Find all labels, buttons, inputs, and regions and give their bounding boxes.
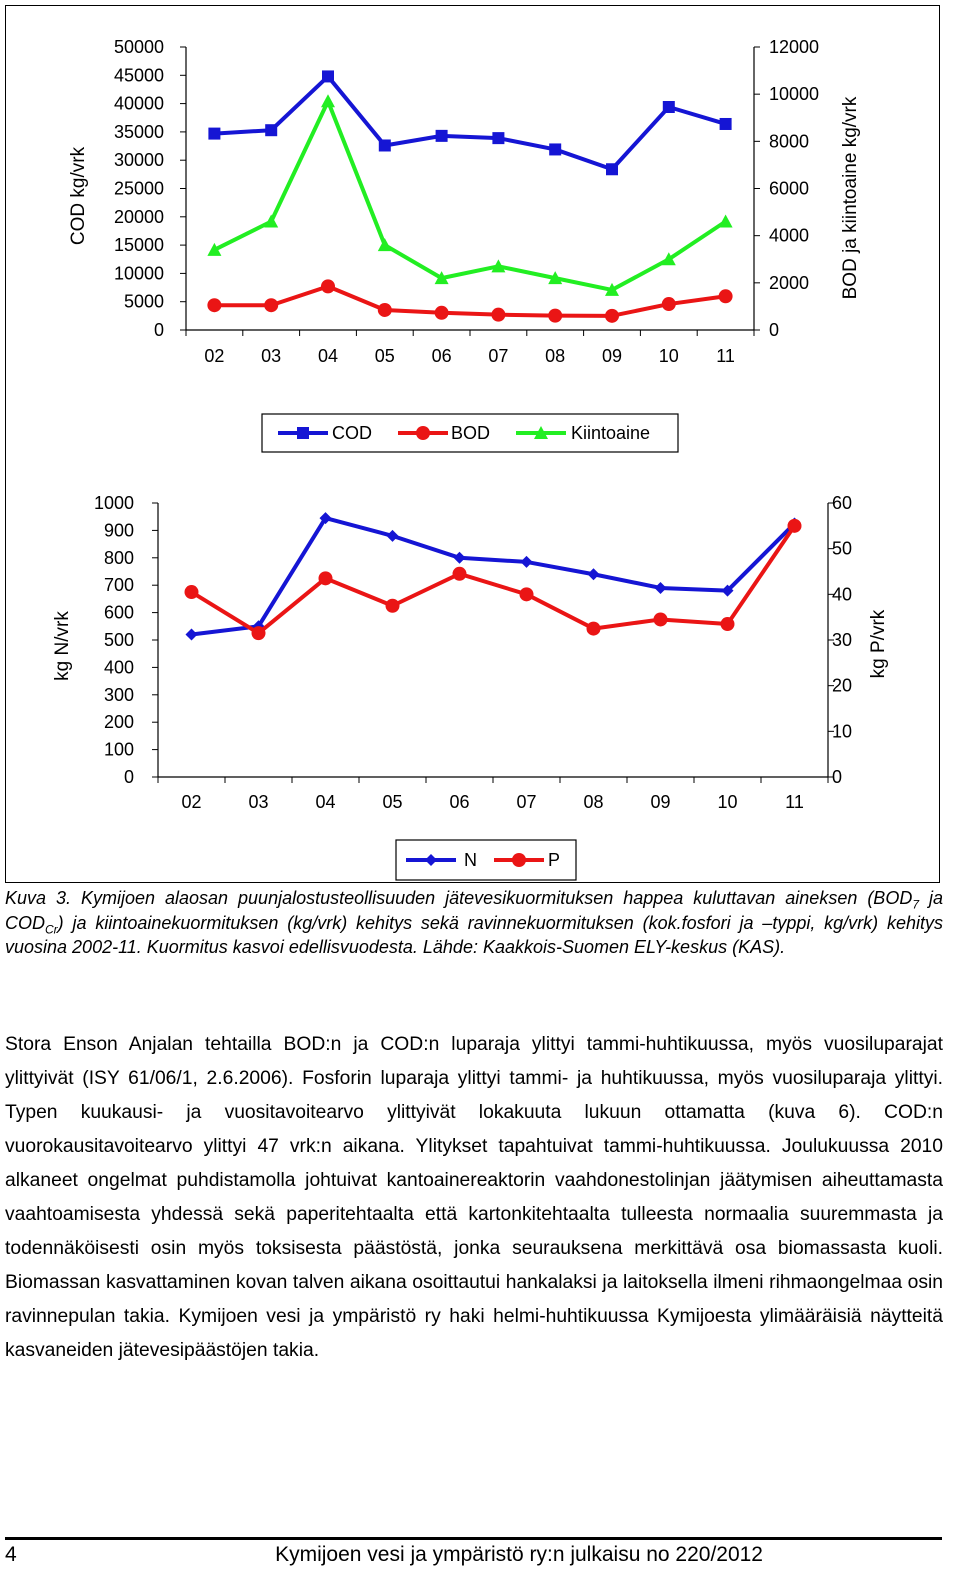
data-point-kiintoaine	[719, 215, 733, 228]
caption-sub-cod: Cr	[45, 922, 58, 937]
figure-frame	[5, 5, 940, 883]
series-line-p	[192, 526, 795, 633]
data-point-cod	[549, 143, 561, 155]
y-tick-label-left: 35000	[113, 121, 164, 142]
data-point-p	[386, 599, 400, 613]
data-point-cod	[606, 163, 618, 175]
y-tick-label-right: 6000	[769, 178, 810, 199]
data-point-n	[521, 556, 533, 568]
y-axis-title: COD kg/vrk	[68, 146, 89, 246]
x-tick-label: 10	[658, 346, 679, 366]
y-tick-label-left: 0	[153, 320, 164, 340]
x-tick-label: 06	[431, 346, 452, 366]
x-tick-label: 03	[261, 346, 282, 366]
y-tick-label-left: 30000	[113, 150, 164, 171]
x-tick-label: 02	[181, 792, 202, 812]
caption-mid: ja COD	[5, 888, 943, 933]
data-point-n	[186, 629, 198, 641]
x-tick-label: 02	[204, 346, 225, 366]
data-point-bod	[264, 298, 278, 312]
data-point-cod	[265, 124, 277, 136]
data-point-kiintoaine	[378, 238, 392, 251]
caption-lead: Kuva 3. Kymijoen alaosan puunjalostusteollisuuden jätevesikuormituksen happea kuluttavan aineksen (BOD	[5, 888, 913, 908]
y2-axis-title: kg P/vrk	[868, 609, 889, 679]
y-tick-label-right: 2000	[769, 272, 810, 293]
figure-caption	[5, 886, 943, 960]
y-tick-label-left: 200	[103, 712, 134, 733]
y-tick-label-right: 20	[832, 675, 853, 696]
data-point-p	[185, 585, 199, 599]
y-tick-label-left: 20000	[113, 206, 164, 227]
y-tick-label-left: 15000	[113, 235, 164, 256]
y-tick-label-left: 10000	[113, 263, 164, 284]
legend-marker-bod	[416, 426, 430, 440]
data-point-p	[319, 571, 333, 585]
data-point-p	[721, 617, 735, 631]
data-point-p	[453, 567, 467, 581]
charts-svg	[6, 6, 941, 884]
legend-label-cod: COD	[332, 423, 372, 443]
y-tick-label-right: 0	[832, 767, 843, 787]
legend-marker-p	[512, 853, 526, 867]
x-tick-label: 09	[650, 792, 671, 812]
x-tick-label: 04	[315, 792, 336, 812]
data-point-n	[454, 552, 466, 564]
x-tick-label: 07	[488, 346, 509, 366]
y-tick-label-right: 10	[832, 721, 853, 742]
data-point-p	[252, 626, 266, 640]
data-point-bod	[207, 298, 221, 312]
y-tick-label-right: 8000	[769, 131, 810, 152]
y-tick-label-left: 700	[103, 575, 134, 596]
legend-marker-cod	[297, 427, 309, 439]
data-point-bod	[662, 297, 676, 311]
y-tick-label-right: 12000	[769, 37, 820, 57]
x-tick-label: 08	[583, 792, 604, 812]
legend-label-kiintoaine: Kiintoaine	[571, 423, 651, 443]
body-paragraph: Stora Enson Anjalan tehtailla BOD:n ja COD:n luparaja ylittyi tammi-huhtikuussa, myös vuosiluparajat ylittyivät (ISY 61/06/1, 2.6.2006). Fosforin luparaja ylittyi tammi- ja huhtikuussa, myös vuosiluparaja ylittyi. Typen kuukausi- ja vuositavoitearvo ylittyivät lokakuuta lukuun ottamatta (kuva 6). COD:n vuorokausitavoitearvo ylittyi 47 vrk:n aikana. Ylitykset tapahtuivat tammi-huhtikuussa. Joulukuussa 2010 alkaneet ongelmat puhdistamolla johtuivat kantoainereaktorin vaahdonestolinjan jäätymisen aiheuttamasta vaahtoamisesta yhdessä sekä paperitehtaalta että kartonkitehtaalta tulleesta normaalia suuremmasta ja todennäköisesti osin myös toksisesta päästöstä, jonka seurauksena merkittävä osa biomassasta kuoli. Biomassan kasvattaminen kovan talven aikana osoittautui hankalaksi ja laitoksella ilmeni rihmaongelmaa osin ravinnepulan takia. Kymijoen vesi ja ympäristö ry haki helmi-huhtikuussa Kymijoesta ylimääräisiä näytteitä kasvaneiden jätevesipäästöjen takia.	[5, 1034, 943, 1361]
y-tick-label-right: 40	[832, 584, 853, 605]
data-point-cod	[379, 139, 391, 151]
x-tick-label: 05	[382, 792, 403, 812]
y2-axis-title: BOD ja kiintoaine kg/vrk	[840, 96, 861, 300]
x-tick-label: 10	[717, 792, 738, 812]
data-point-cod	[436, 130, 448, 142]
data-point-p	[520, 587, 534, 601]
y-tick-label-left: 100	[103, 739, 134, 760]
y-tick-label-left: 300	[103, 684, 134, 705]
page-number: 4	[5, 1543, 17, 1566]
y-axis-title: kg N/vrk	[52, 611, 73, 681]
data-point-n	[655, 582, 667, 594]
legend-label-p: P	[548, 850, 561, 870]
data-point-cod	[663, 101, 675, 113]
caption-tail: ) ja kiintoainekuormituksen (kg/vrk) kehitys sekä ravinnekuormituksen (kok.fosfori ja –typpi, kg/vrk) kehitys vuosina 2002-11. Kuormitus kasvoi edellisvuodesta. Lähde: Kaakkois-Suomen ELY-keskus (KAS).	[5, 912, 943, 957]
y-tick-label-left: 25000	[113, 178, 164, 199]
y-tick-label-left: 45000	[113, 65, 164, 86]
x-tick-label: 05	[374, 346, 395, 366]
x-tick-label: 11	[785, 792, 804, 812]
data-point-cod	[492, 132, 504, 144]
y-tick-label-left: 0	[123, 767, 134, 787]
x-tick-label: 03	[248, 792, 269, 812]
y-tick-label-left: 50000	[113, 37, 164, 57]
x-tick-label: 08	[545, 346, 566, 366]
footer-rule	[5, 1537, 942, 1540]
y-tick-label-right: 4000	[769, 225, 810, 246]
data-point-kiintoaine	[264, 215, 278, 228]
y-tick-label-right: 30	[832, 630, 853, 650]
y-tick-label-right: 60	[832, 493, 853, 513]
data-point-cod	[322, 70, 334, 82]
y-tick-label-left: 5000	[123, 291, 164, 312]
data-point-n	[588, 568, 600, 580]
data-point-p	[654, 612, 668, 626]
data-point-p	[587, 622, 601, 636]
x-tick-label: 09	[601, 346, 623, 366]
y-tick-label-right: 50	[832, 538, 853, 559]
y-tick-label-left: 40000	[113, 93, 164, 114]
y-tick-label-left: 1000	[93, 493, 134, 513]
y-tick-label-left: 500	[103, 630, 134, 650]
data-point-cod	[208, 128, 220, 140]
series-line-bod	[214, 286, 725, 315]
y-tick-label-left: 400	[103, 657, 134, 678]
y-tick-label-right: 10000	[769, 84, 820, 105]
y-tick-label-left: 600	[103, 602, 134, 623]
data-point-bod	[435, 306, 449, 320]
x-tick-label: 04	[317, 346, 339, 366]
series-line-cod	[214, 76, 725, 169]
data-point-n	[387, 530, 399, 542]
data-point-bod	[605, 309, 619, 323]
legend-label-n: N	[464, 850, 477, 870]
y-tick-label-left: 900	[103, 520, 134, 541]
data-point-cod	[720, 118, 732, 130]
x-tick-label: 11	[716, 346, 735, 366]
caption-sub-bod: 7	[912, 897, 919, 912]
data-point-bod	[548, 309, 562, 323]
data-point-p	[788, 519, 802, 533]
data-point-bod	[719, 289, 733, 303]
data-point-kiintoaine	[321, 94, 335, 107]
x-tick-label: 06	[449, 792, 470, 812]
data-point-bod	[321, 279, 335, 293]
x-tick-label: 07	[516, 792, 537, 812]
legend-label-bod: BOD	[451, 423, 491, 443]
footer-title: Kymijoen vesi ja ympäristö ry:n julkaisu no 220/2012	[275, 1543, 763, 1566]
series-line-n	[192, 518, 795, 634]
data-point-bod	[491, 308, 505, 322]
y-tick-label-right: 0	[769, 320, 780, 340]
data-point-bod	[378, 303, 392, 317]
y-tick-label-left: 800	[103, 547, 134, 568]
